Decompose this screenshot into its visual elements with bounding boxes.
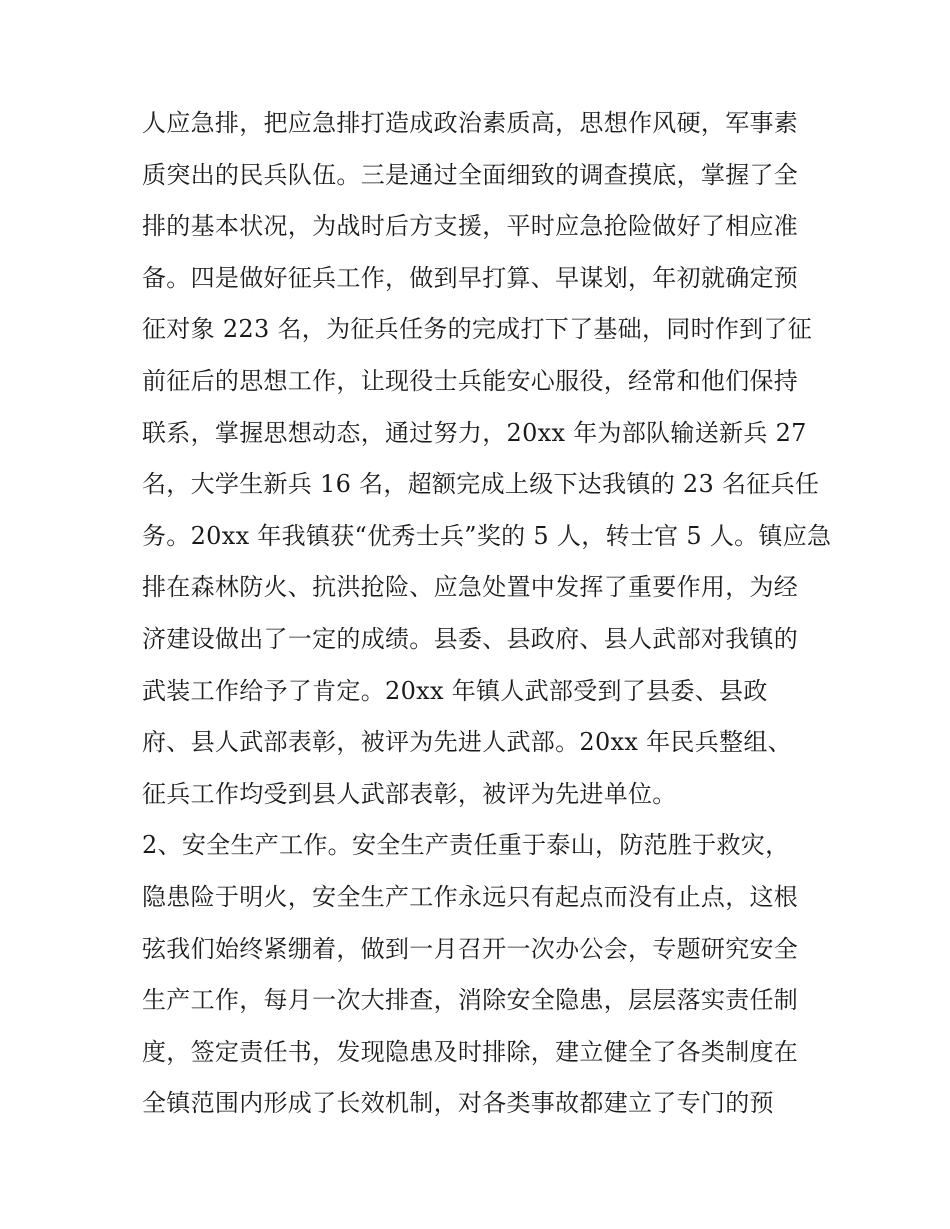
text-line: 弦我们始终紧绷着，做到一月召开一次办公会，专题研究安全 <box>142 934 799 963</box>
body-text <box>142 98 832 1130</box>
text-line: 质突出的民兵队伍。三是通过全面细致的调查摸底，掌握了全 <box>142 160 799 189</box>
text-line: 度，签定责任书，发现隐患及时排除，建立健全了各类制度在 <box>142 1037 799 1066</box>
text-line: 务。20xx 年我镇获“优秀士兵”奖的 5 人，转士官 5 人。镇应急 <box>142 521 832 550</box>
text-line: 征对象 223 名，为征兵任务的完成打下了基础，同时作到了征 <box>142 315 813 344</box>
text-line: 府、县人武部表彰，被评为先进人武部。20xx 年民兵整组、 <box>142 728 792 757</box>
text-line: 全镇范围内形成了长效机制，对各类事故都建立了专门的预 <box>142 1089 774 1118</box>
text-line: 名，大学生新兵 16 名，超额完成上级下达我镇的 23 名征兵任 <box>142 470 820 499</box>
text-line: 排的基本状况，为战时后方支援，平时应急抢险做好了相应准 <box>142 212 799 241</box>
text-line: 前征后的思想工作，让现役士兵能安心服役，经常和他们保持 <box>142 366 799 395</box>
text-line: 联系，掌握思想动态，通过努力，20xx 年为部队输送新兵 27 <box>142 418 807 447</box>
text-line: 生产工作，每月一次大排查，消除安全隐患，层层落实责任制 <box>142 986 799 1015</box>
text-line: 武装工作给予了肯定。20xx 年镇人武部受到了县委、县政 <box>142 676 768 705</box>
section-heading-line: 2、安全生产工作。安全生产责任重于泰山，防范胜于救灾， <box>142 831 790 860</box>
text-line: 济建设做出了一定的成绩。县委、县政府、县人武部对我镇的 <box>142 624 799 653</box>
text-line: 备。四是做好征兵工作，做到早打算、早谋划，年初就确定预 <box>142 263 799 292</box>
text-line: 人应急排，把应急排打造成政治素质高，思想作风硬，军事素 <box>142 109 799 137</box>
text-line: 排在森林防火、抗洪抢险、应急处置中发挥了重要作用，为经 <box>142 573 799 602</box>
text-line: 征兵工作均受到县人武部表彰，被评为先进单位。 <box>142 779 677 808</box>
text-line: 隐患险于明火，安全生产工作永远只有起点而没有止点，这根 <box>142 882 799 911</box>
